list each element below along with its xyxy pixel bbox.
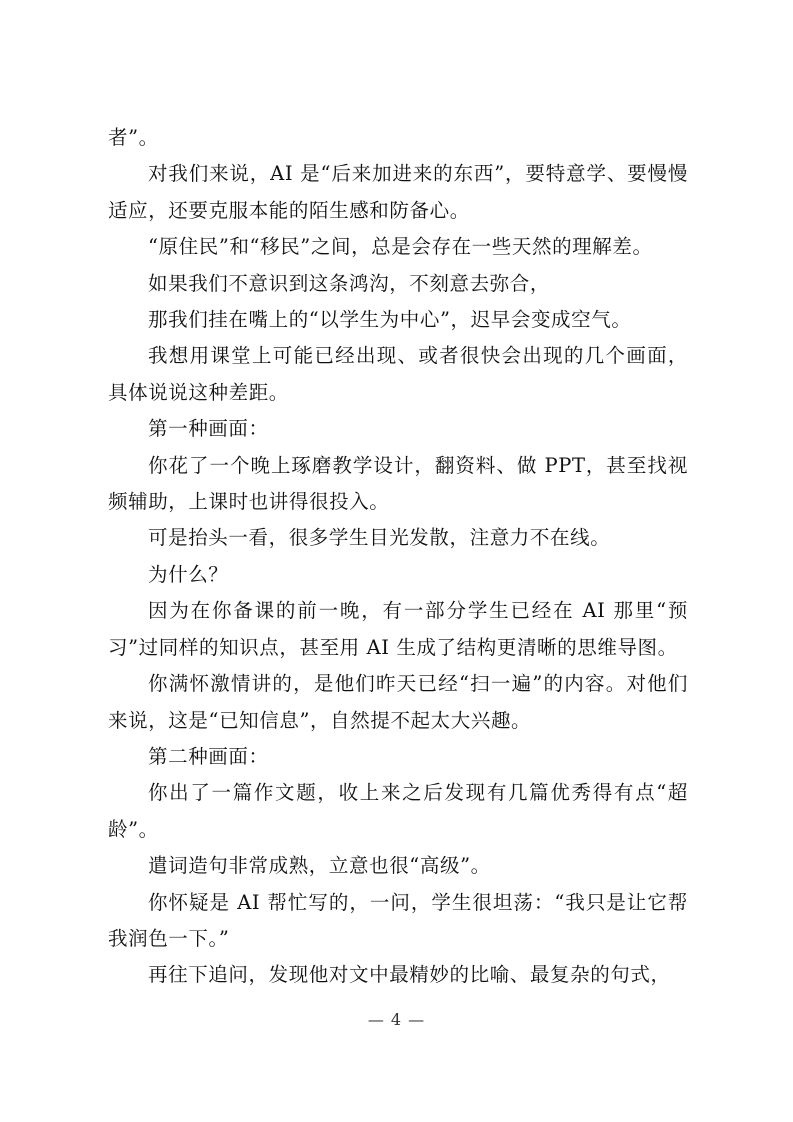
paragraph: 对我们来说，AI 是“后来加进来的东西”，要特意学、要慢慢适应，还要克服本能的陌生感和防备心。 [108,162,688,222]
paragraph: 你怀疑是 AI 帮忙写的，一问，学生很坦荡：“我只是让它帮我润色一下。” [108,890,688,950]
paragraph: 再往下追问，发现他对文中最精妙的比喻、最复杂的句式， [148,963,671,987]
paragraph: 你出了一篇作文题，收上来之后发现有几篇优秀得有点“超龄”。 [108,781,688,841]
paragraph: 你满怀激情讲的，是他们昨天已经“扫一遍”的内容。对他们来说，这是“已知信息”，自然提不起太大兴趣。 [108,672,688,732]
paragraph: 你花了一个晚上琢磨教学设计，翻资料、做 PPT，甚至找视频辅助，上课时也讲得很投入。 [108,453,688,514]
paragraph: “原住民”和“移民”之间，总是会存在一些天然的理解差。 [148,235,653,259]
document-body [108,120,688,994]
paragraph: 遣词造句非常成熟，立意也很“高级”。 [148,854,491,878]
paragraph: 为什么？ [148,562,229,586]
page-number: — 4 — [367,1010,426,1029]
section-heading: 第一种画面： [148,417,269,441]
paragraph: 因为在你备课的前一晚，有一部分学生已经在 AI 那里“预习”过同样的知识点，甚至用 AI 生成了结构更清晰的思维导图。 [108,599,688,659]
section-heading: 第二种画面： [148,744,269,768]
paragraph: 如果我们不意识到这条鸿沟，不刻意去弥合， [148,271,551,295]
paragraph: 那我们挂在嘴上的“以学生为中心”，迟早会变成空气。 [148,308,632,332]
paragraph: 者”。 [108,126,159,149]
paragraph: 可是抬头一看，很多学生目光发散，注意力不在线。 [148,526,611,550]
paragraph: 我想用课堂上可能已经出现、或者很快会出现的几个画面，具体说说这种差距。 [108,344,688,404]
